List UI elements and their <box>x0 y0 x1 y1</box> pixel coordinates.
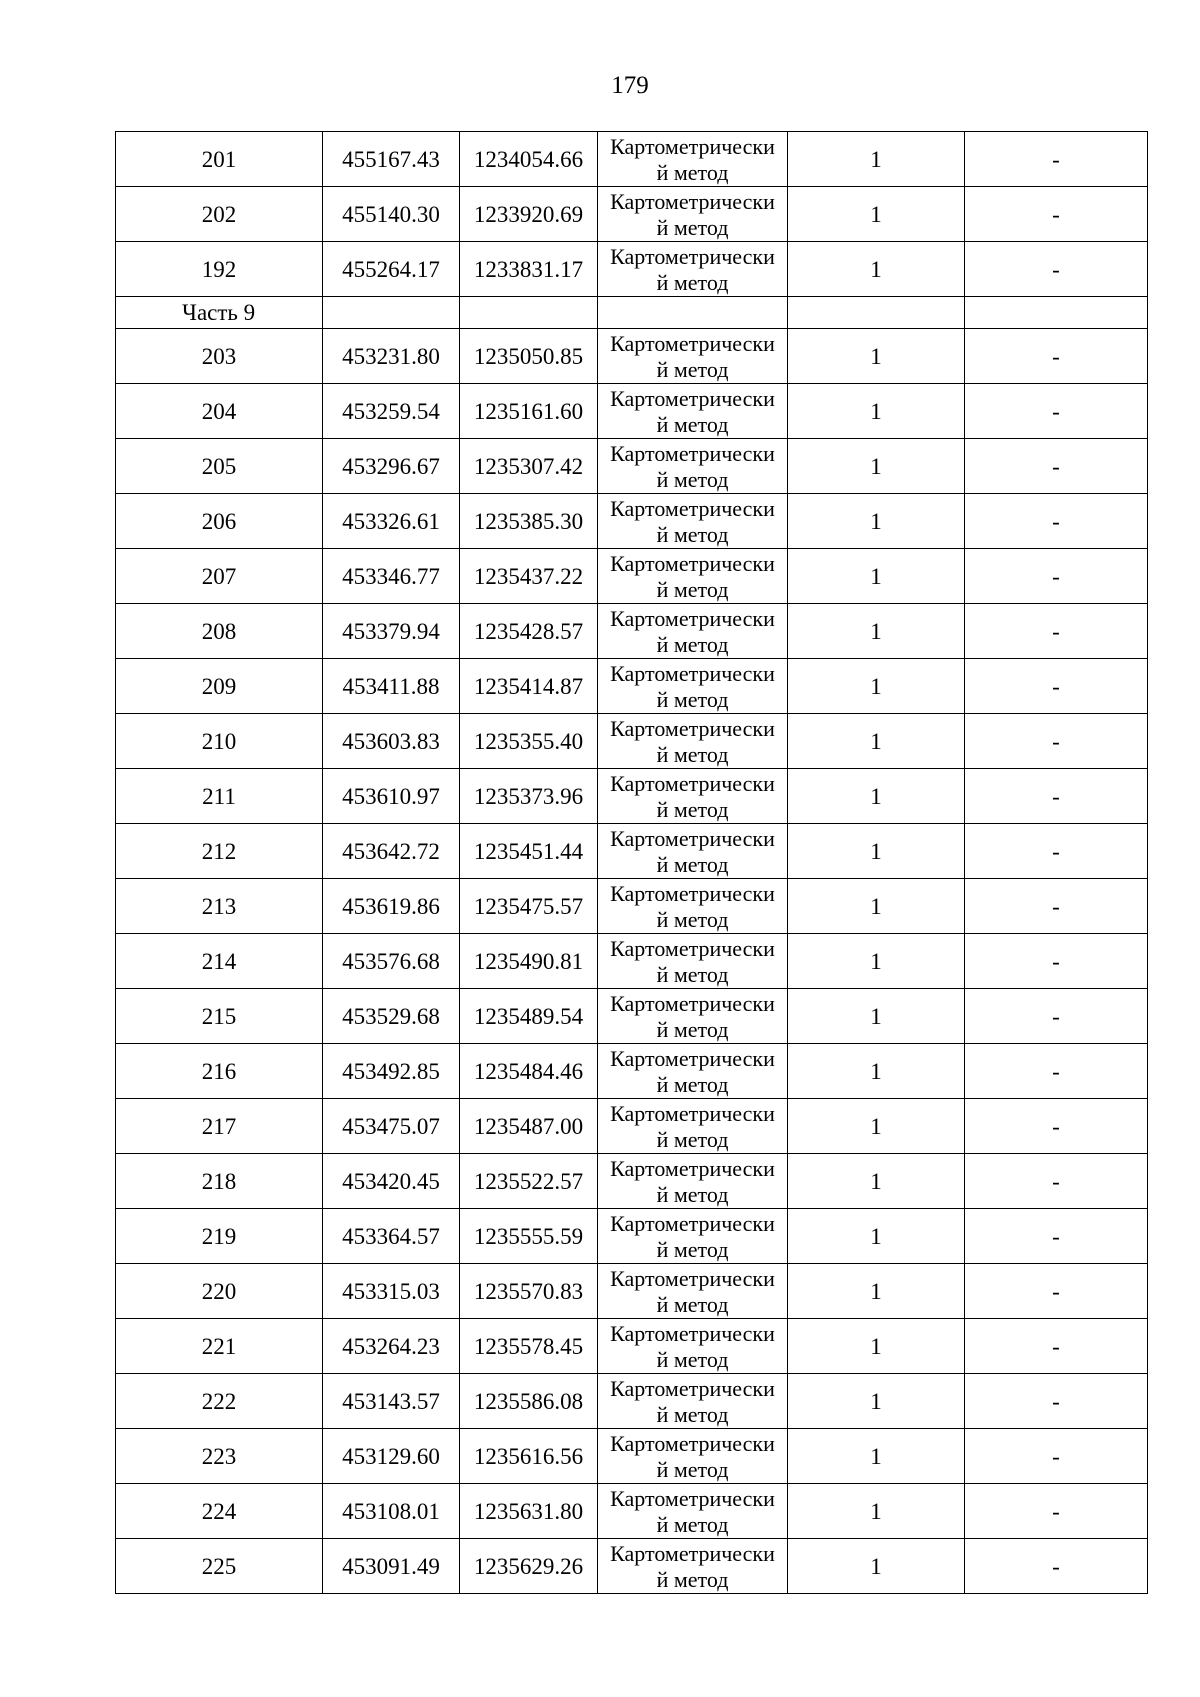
table-row <box>116 549 1148 604</box>
method-line-1: Картометрически <box>610 605 775 631</box>
method-line-2: й метод <box>656 796 729 822</box>
y-coordinate-cell: 1235475.57 <box>460 879 598 934</box>
y-coordinate-cell: 1235437.22 <box>460 549 598 604</box>
note-cell: - <box>965 879 1148 934</box>
point-number-cell: 218 <box>116 1154 323 1209</box>
table-row <box>116 1264 1148 1319</box>
table-row <box>116 1374 1148 1429</box>
table-row <box>116 242 1148 297</box>
note-cell: - <box>965 549 1148 604</box>
table-row <box>116 879 1148 934</box>
method-cell <box>598 1484 788 1539</box>
accuracy-cell: 1 <box>788 1429 965 1484</box>
accuracy-cell: 1 <box>788 714 965 769</box>
note-cell: - <box>965 187 1148 242</box>
accuracy-cell: 1 <box>788 384 965 439</box>
x-coordinate-cell: 453326.61 <box>323 494 460 549</box>
table-row <box>116 714 1148 769</box>
method-cell <box>598 1429 788 1484</box>
table-row <box>116 1539 1148 1594</box>
y-coordinate-cell: 1234054.66 <box>460 132 598 187</box>
page-number: 179 <box>611 72 649 99</box>
point-number-cell: 220 <box>116 1264 323 1319</box>
section-row <box>116 297 1148 329</box>
point-number-cell: 207 <box>116 549 323 604</box>
method-cell <box>598 384 788 439</box>
x-coordinate-cell: 453264.23 <box>323 1319 460 1374</box>
point-number-cell: 212 <box>116 824 323 879</box>
x-coordinate-cell: 455167.43 <box>323 132 460 187</box>
method-line-2: й метод <box>656 1401 729 1427</box>
note-cell: - <box>965 769 1148 824</box>
method-line-1: Картометрически <box>610 133 775 159</box>
note-cell: - <box>965 934 1148 989</box>
method-line-1: Картометрически <box>610 660 775 686</box>
method-line-1: Картометрически <box>610 825 775 851</box>
y-coordinate-cell: 1235487.00 <box>460 1099 598 1154</box>
note-cell: - <box>965 1539 1148 1594</box>
method-cell <box>598 934 788 989</box>
accuracy-cell: 1 <box>788 494 965 549</box>
x-coordinate-cell: 455264.17 <box>323 242 460 297</box>
method-line-1: Картометрически <box>610 935 775 961</box>
x-coordinate-cell: 453231.80 <box>323 329 460 384</box>
method-cell <box>598 549 788 604</box>
method-line-2: й метод <box>656 1456 729 1482</box>
table-row <box>116 769 1148 824</box>
method-line-1: Картометрически <box>610 440 775 466</box>
y-coordinate-cell: 1235631.80 <box>460 1484 598 1539</box>
point-number-cell: 208 <box>116 604 323 659</box>
method-line-1: Картометрически <box>610 990 775 1016</box>
point-number-cell: 222 <box>116 1374 323 1429</box>
x-coordinate-cell: 453108.01 <box>323 1484 460 1539</box>
note-cell: - <box>965 604 1148 659</box>
note-cell: - <box>965 1374 1148 1429</box>
point-number-cell: 206 <box>116 494 323 549</box>
note-cell: - <box>965 1154 1148 1209</box>
x-coordinate-cell: 453576.68 <box>323 934 460 989</box>
method-cell <box>598 1154 788 1209</box>
table-row <box>116 132 1148 187</box>
accuracy-cell: 1 <box>788 1319 965 1374</box>
empty-cell <box>965 297 1148 329</box>
table-row <box>116 329 1148 384</box>
y-coordinate-cell: 1235385.30 <box>460 494 598 549</box>
y-coordinate-cell: 1235484.46 <box>460 1044 598 1099</box>
accuracy-cell: 1 <box>788 132 965 187</box>
method-cell <box>598 187 788 242</box>
x-coordinate-cell: 453259.54 <box>323 384 460 439</box>
method-line-2: й метод <box>656 1236 729 1262</box>
method-line-2: й метод <box>656 1016 729 1042</box>
method-cell <box>598 879 788 934</box>
x-coordinate-cell: 453379.94 <box>323 604 460 659</box>
section-label: Часть 9 <box>116 297 323 329</box>
method-line-2: й метод <box>656 961 729 987</box>
method-line-1: Картометрически <box>610 495 775 521</box>
point-number-cell: 224 <box>116 1484 323 1539</box>
x-coordinate-cell: 453143.57 <box>323 1374 460 1429</box>
table-row <box>116 439 1148 494</box>
method-cell <box>598 242 788 297</box>
coordinates-table <box>115 131 1148 1594</box>
method-line-1: Картометрически <box>610 1540 775 1566</box>
empty-cell <box>460 297 598 329</box>
method-line-1: Картометрически <box>610 1265 775 1291</box>
method-cell <box>598 1209 788 1264</box>
empty-cell <box>598 297 788 329</box>
accuracy-cell: 1 <box>788 1374 965 1429</box>
note-cell: - <box>965 989 1148 1044</box>
point-number-cell: 209 <box>116 659 323 714</box>
accuracy-cell: 1 <box>788 1484 965 1539</box>
accuracy-cell: 1 <box>788 439 965 494</box>
point-number-cell: 225 <box>116 1539 323 1594</box>
note-cell: - <box>965 329 1148 384</box>
point-number-cell: 202 <box>116 187 323 242</box>
method-cell <box>598 769 788 824</box>
method-line-1: Картометрически <box>610 385 775 411</box>
method-line-2: й метод <box>656 741 729 767</box>
accuracy-cell: 1 <box>788 1044 965 1099</box>
point-number-cell: 223 <box>116 1429 323 1484</box>
method-line-2: й метод <box>656 214 729 240</box>
x-coordinate-cell: 453091.49 <box>323 1539 460 1594</box>
x-coordinate-cell: 453529.68 <box>323 989 460 1044</box>
method-cell <box>598 494 788 549</box>
y-coordinate-cell: 1235050.85 <box>460 329 598 384</box>
method-line-1: Картометрически <box>610 770 775 796</box>
method-cell <box>598 824 788 879</box>
table-row <box>116 1484 1148 1539</box>
method-line-2: й метод <box>656 1291 729 1317</box>
method-cell <box>598 989 788 1044</box>
y-coordinate-cell: 1233831.17 <box>460 242 598 297</box>
y-coordinate-cell: 1235428.57 <box>460 604 598 659</box>
point-number-cell: 205 <box>116 439 323 494</box>
empty-cell <box>788 297 965 329</box>
method-cell <box>598 714 788 769</box>
method-line-2: й метод <box>656 269 729 295</box>
table-row <box>116 604 1148 659</box>
y-coordinate-cell: 1235629.26 <box>460 1539 598 1594</box>
empty-cell <box>323 297 460 329</box>
accuracy-cell: 1 <box>788 989 965 1044</box>
table-row <box>116 824 1148 879</box>
accuracy-cell: 1 <box>788 824 965 879</box>
y-coordinate-cell: 1235490.81 <box>460 934 598 989</box>
table-row <box>116 934 1148 989</box>
method-line-2: й метод <box>656 851 729 877</box>
y-coordinate-cell: 1235616.56 <box>460 1429 598 1484</box>
y-coordinate-cell: 1235161.60 <box>460 384 598 439</box>
table-row <box>116 187 1148 242</box>
method-cell <box>598 659 788 714</box>
point-number-cell: 214 <box>116 934 323 989</box>
method-cell <box>598 1374 788 1429</box>
method-line-2: й метод <box>656 686 729 712</box>
method-line-2: й метод <box>656 631 729 657</box>
method-line-1: Картометрически <box>610 188 775 214</box>
accuracy-cell: 1 <box>788 934 965 989</box>
method-line-1: Картометрически <box>610 880 775 906</box>
x-coordinate-cell: 453610.97 <box>323 769 460 824</box>
method-cell <box>598 1099 788 1154</box>
note-cell: - <box>965 494 1148 549</box>
x-coordinate-cell: 453315.03 <box>323 1264 460 1319</box>
point-number-cell: 211 <box>116 769 323 824</box>
method-cell <box>598 132 788 187</box>
point-number-cell: 201 <box>116 132 323 187</box>
y-coordinate-cell: 1235570.83 <box>460 1264 598 1319</box>
x-coordinate-cell: 453475.07 <box>323 1099 460 1154</box>
y-coordinate-cell: 1235489.54 <box>460 989 598 1044</box>
accuracy-cell: 1 <box>788 769 965 824</box>
point-number-cell: 203 <box>116 329 323 384</box>
x-coordinate-cell: 453346.77 <box>323 549 460 604</box>
point-number-cell: 216 <box>116 1044 323 1099</box>
point-number-cell: 192 <box>116 242 323 297</box>
y-coordinate-cell: 1235578.45 <box>460 1319 598 1374</box>
method-line-2: й метод <box>656 1511 729 1537</box>
accuracy-cell: 1 <box>788 604 965 659</box>
x-coordinate-cell: 453619.86 <box>323 879 460 934</box>
accuracy-cell: 1 <box>788 1154 965 1209</box>
note-cell: - <box>965 1264 1148 1319</box>
method-line-2: й метод <box>656 1566 729 1592</box>
method-line-1: Картометрически <box>610 715 775 741</box>
note-cell: - <box>965 1429 1148 1484</box>
accuracy-cell: 1 <box>788 1209 965 1264</box>
accuracy-cell: 1 <box>788 549 965 604</box>
y-coordinate-cell: 1235373.96 <box>460 769 598 824</box>
method-line-1: Картометрически <box>610 1100 775 1126</box>
point-number-cell: 210 <box>116 714 323 769</box>
y-coordinate-cell: 1235307.42 <box>460 439 598 494</box>
note-cell: - <box>965 659 1148 714</box>
table-row <box>116 659 1148 714</box>
method-line-2: й метод <box>656 411 729 437</box>
table-body-top <box>116 132 1148 297</box>
method-line-2: й метод <box>656 159 729 185</box>
method-line-2: й метод <box>656 906 729 932</box>
method-line-2: й метод <box>656 576 729 602</box>
x-coordinate-cell: 455140.30 <box>323 187 460 242</box>
note-cell: - <box>965 824 1148 879</box>
note-cell: - <box>965 1209 1148 1264</box>
method-line-1: Картометрически <box>610 1430 775 1456</box>
accuracy-cell: 1 <box>788 659 965 714</box>
method-line-1: Картометрически <box>610 1485 775 1511</box>
x-coordinate-cell: 453492.85 <box>323 1044 460 1099</box>
method-line-2: й метод <box>656 466 729 492</box>
note-cell: - <box>965 1319 1148 1374</box>
accuracy-cell: 1 <box>788 242 965 297</box>
accuracy-cell: 1 <box>788 1264 965 1319</box>
table-row <box>116 989 1148 1044</box>
point-number-cell: 217 <box>116 1099 323 1154</box>
note-cell: - <box>965 132 1148 187</box>
method-line-1: Картометрически <box>610 243 775 269</box>
y-coordinate-cell: 1235414.87 <box>460 659 598 714</box>
x-coordinate-cell: 453603.83 <box>323 714 460 769</box>
method-line-1: Картометрически <box>610 1320 775 1346</box>
y-coordinate-cell: 1235355.40 <box>460 714 598 769</box>
table-row <box>116 1154 1148 1209</box>
table-body-bottom <box>116 329 1148 1594</box>
x-coordinate-cell: 453642.72 <box>323 824 460 879</box>
table-row <box>116 1429 1148 1484</box>
accuracy-cell: 1 <box>788 187 965 242</box>
x-coordinate-cell: 453420.45 <box>323 1154 460 1209</box>
point-number-cell: 213 <box>116 879 323 934</box>
accuracy-cell: 1 <box>788 1099 965 1154</box>
method-line-2: й метод <box>656 1181 729 1207</box>
method-cell <box>598 329 788 384</box>
y-coordinate-cell: 1235522.57 <box>460 1154 598 1209</box>
y-coordinate-cell: 1235555.59 <box>460 1209 598 1264</box>
y-coordinate-cell: 1235451.44 <box>460 824 598 879</box>
table-row <box>116 1319 1148 1374</box>
method-line-2: й метод <box>656 521 729 547</box>
method-line-2: й метод <box>656 356 729 382</box>
note-cell: - <box>965 1484 1148 1539</box>
accuracy-cell: 1 <box>788 879 965 934</box>
method-cell <box>598 1264 788 1319</box>
note-cell: - <box>965 242 1148 297</box>
note-cell: - <box>965 1099 1148 1154</box>
method-cell <box>598 604 788 659</box>
method-line-1: Картометрически <box>610 1045 775 1071</box>
method-cell <box>598 439 788 494</box>
table-row <box>116 494 1148 549</box>
point-number-cell: 219 <box>116 1209 323 1264</box>
y-coordinate-cell: 1235586.08 <box>460 1374 598 1429</box>
note-cell: - <box>965 714 1148 769</box>
x-coordinate-cell: 453129.60 <box>323 1429 460 1484</box>
x-coordinate-cell: 453411.88 <box>323 659 460 714</box>
method-cell <box>598 1539 788 1594</box>
y-coordinate-cell: 1233920.69 <box>460 187 598 242</box>
note-cell: - <box>965 1044 1148 1099</box>
table-row <box>116 384 1148 439</box>
method-cell <box>598 1319 788 1374</box>
note-cell: - <box>965 384 1148 439</box>
accuracy-cell: 1 <box>788 1539 965 1594</box>
accuracy-cell: 1 <box>788 329 965 384</box>
note-cell: - <box>965 439 1148 494</box>
x-coordinate-cell: 453364.57 <box>323 1209 460 1264</box>
table-row <box>116 1099 1148 1154</box>
method-line-1: Картометрически <box>610 1210 775 1236</box>
method-line-2: й метод <box>656 1346 729 1372</box>
point-number-cell: 204 <box>116 384 323 439</box>
x-coordinate-cell: 453296.67 <box>323 439 460 494</box>
method-line-1: Картометрически <box>610 1375 775 1401</box>
point-number-cell: 215 <box>116 989 323 1044</box>
method-line-1: Картометрически <box>610 330 775 356</box>
section-header <box>116 297 1148 329</box>
method-line-2: й метод <box>656 1126 729 1152</box>
method-line-2: й метод <box>656 1071 729 1097</box>
method-line-1: Картометрически <box>610 1155 775 1181</box>
table-row <box>116 1044 1148 1099</box>
table-row <box>116 1209 1148 1264</box>
method-line-1: Картометрически <box>610 550 775 576</box>
point-number-cell: 221 <box>116 1319 323 1374</box>
method-cell <box>598 1044 788 1099</box>
